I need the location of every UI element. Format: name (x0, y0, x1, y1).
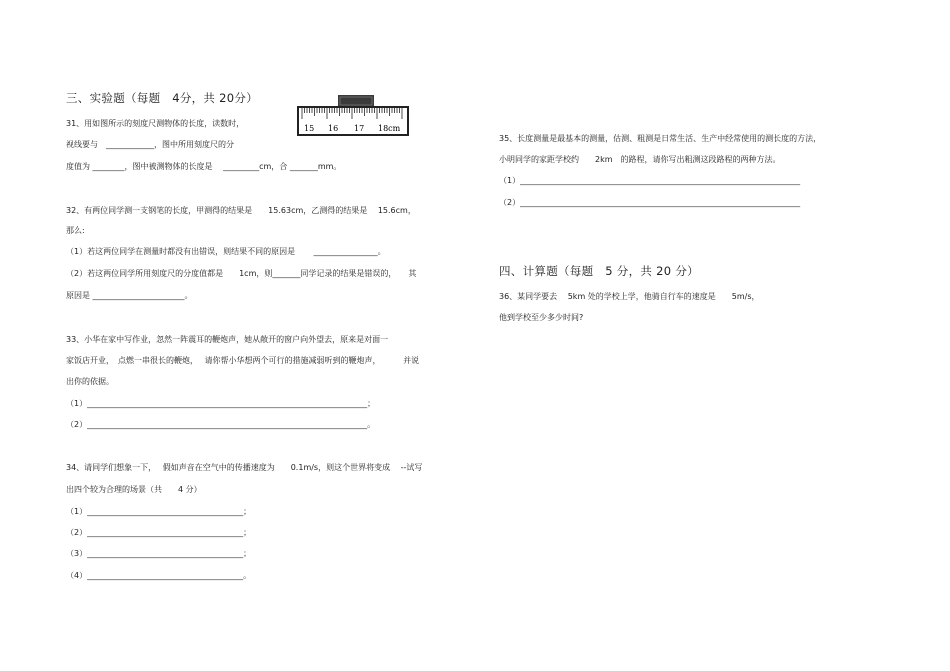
q35-answer-1: （1）______________________________________________________________________ (499, 176, 801, 185)
q34-answer-4: （4）_______________________________________。 (66, 571, 252, 580)
q31-line2: 视线要与 ____________，图中所用刻度尺的分 (66, 140, 234, 149)
q34-answer-3: （3）_______________________________________； (66, 549, 252, 558)
q32-line1: 32、有两位同学测一支钢笔的长度，甲测得的结果是 15.63cm，乙测得的结果是 15.6cm， (66, 206, 416, 215)
section3-title: 三、实验题（每题 4分，共 20分） (66, 91, 259, 105)
q35-line2: 小明同学的家距学校约 2km 的路程，请你写出粗测这段路程的两种方法。 (499, 155, 781, 164)
ruler-tick-label: 17 (354, 124, 365, 133)
q35-line1: 35、长度测量是最基本的测量，估测、粗测是日常生活、生产中经常使用的测长度的方法， (499, 134, 822, 143)
q31-line1: 31、用如图所示的刻度尺测物体的长度，读数时， (66, 119, 245, 128)
section4-title: 四、计算题（每题 5 分，共 20 分） (499, 264, 699, 278)
q36-line2: 他到学校至少多少时间? (499, 313, 584, 322)
ruler-tick-label: 15 (304, 124, 315, 133)
ruler-figure (296, 89, 410, 139)
ruler-tick-label: 16 (328, 124, 339, 133)
q32-line4: （2）若这两位同学所用刻度尺的分度值都是 1cm，则_______同学记录的结果是错误的， 其 (66, 269, 417, 278)
q32-line3: （1）若这两位同学在测量时都没有出错误，则结果不同的原因是 ________________。 (66, 247, 386, 256)
ruler-tick-label: 18cm (378, 124, 401, 133)
q32-line2: 那么: (66, 226, 85, 235)
q32-line5: 原因是 _______________________。 (66, 291, 193, 300)
q33-line2: 家饭店开业， 点燃一串很长的鞭炮， 请你帮小华想两个可行的措施减弱听到的鞭炮声， 并说 (66, 356, 420, 365)
q34-answer-1: （1）_______________________________________； (66, 507, 252, 516)
q33-line3: 出你的依据。 (66, 377, 114, 386)
q34-line1: 34、请同学们想象一下， 假如声音在空气中的传播速度为 0.1m/s，则这个世界将变成 --试写 (66, 463, 423, 472)
q34-answer-2: （2）_______________________________________； (66, 528, 252, 537)
q36-line1: 36、某同学要去 5km 处的学校上学，他骑自行车的速度是 5m/s， (499, 292, 760, 301)
q33-answer-2: （2）______________________________________________________________________。 (66, 420, 376, 429)
q35-answer-2: （2）______________________________________________________________________ (499, 198, 801, 207)
q33-line1: 33、小华在家中写作业，忽然一阵震耳的鞭炮声，她从敞开的窗户向外望去，原来是对面一 (66, 335, 389, 344)
q31-line3: 度值为 ________，图中被测物体的长度是 _________cm，合 _______mm。 (66, 162, 342, 171)
q34-line2: 出四个较为合理的场景（共 4 分） (66, 485, 202, 494)
q33-answer-1: （1）______________________________________________________________________； (66, 399, 376, 408)
